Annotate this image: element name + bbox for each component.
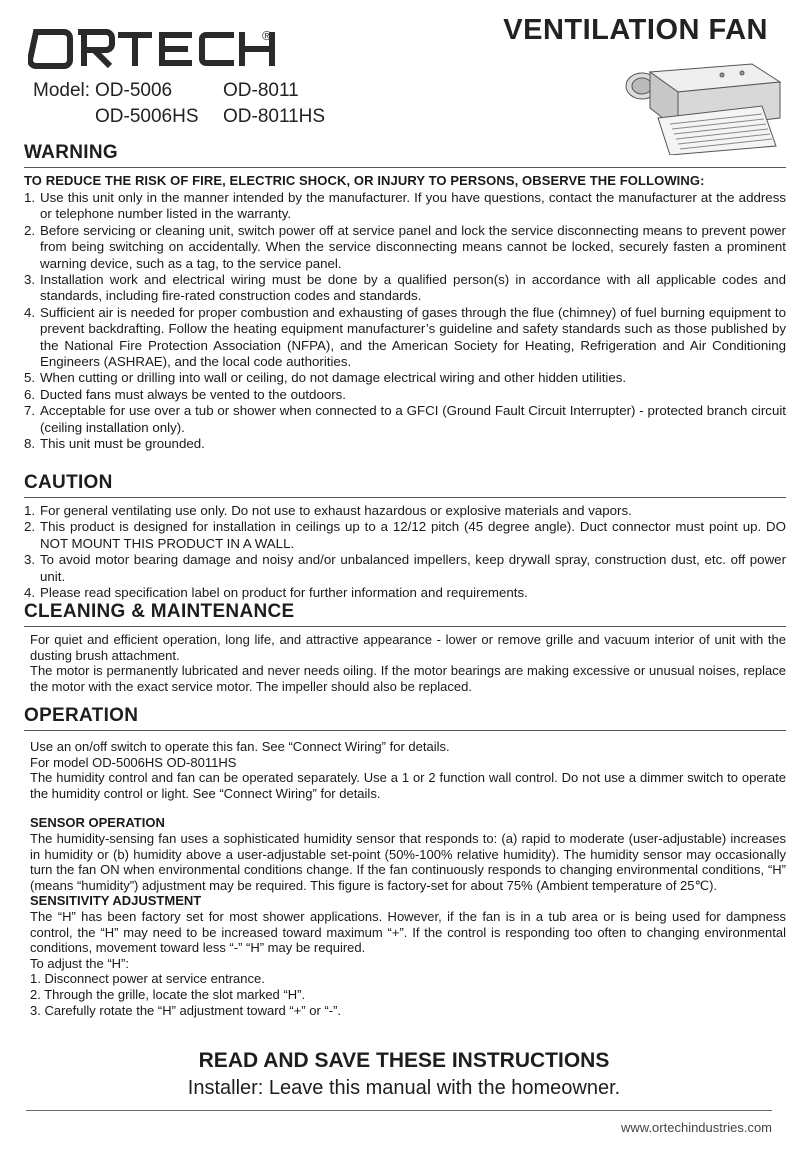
warning-item: 5. When cutting or drilling into wall or ceiling, do not damage electrical wiring and other hidden utilities. xyxy=(24,370,627,386)
sensor-operation-text: The humidity-sensing fan uses a sophisticated humidity sensor that responds to: (a) rapid to moderate (user-adjustable) increases in humidity or (b) humidity above a user-adjustable set-point (50%-100% relative humidity). The humidity sensor may occasionally turn the fan ON when environmental conditions change. If the fan continuously responds to changing environmental conditions, “H” (means “humidity”) adjustment may be required. This figure is factory-set for about 75% (Ambient temperature of 25℃). xyxy=(30,830,786,893)
ortech-logo xyxy=(28,26,278,72)
caution-heading: CAUTION xyxy=(24,472,786,498)
warning-item: 8. This unit must be grounded. xyxy=(24,436,205,452)
warning-item: 4. Sufficient air is needed for proper combustion and exhausting of gases through the flue (chimney) of fuel burning equipment to prevent backdrafting. Follow the heating equipment manufacturer’s guideline and safety standards such as those published by the National Fire Protection Association (NFPA), and the American Society for Heating, Refrigeration and Air Conditioning Engineers (ASHRAE), and the local code authorities. xyxy=(24,304,786,370)
warning-item: 2. Before servicing or cleaning unit, switch power off at service panel and lock the service disconnecting means to prevent power from being switching on accidentally. When the service disconnecting means cannot be locked, securely fasten a prominent warning device, such as a tag, to the service panel. xyxy=(24,222,786,271)
document-title: VENTILATION FAN xyxy=(503,14,768,46)
adjust-step: 1. Disconnect power at service entrance. xyxy=(30,971,265,987)
operation-paragraph-3: The humidity control and fan can be operated separately. Use a 1 or 2 function wall control. Do not use a dimmer switch to operate the humidity control or light. See “Connect Wiring” for details. xyxy=(30,770,786,801)
model-od-5006: OD-5006 xyxy=(95,80,173,101)
warning-heading: WARNING xyxy=(24,142,786,168)
sensor-operation-heading: SENSOR OPERATION xyxy=(30,815,165,831)
cleaning-paragraph-1: For quiet and efficient operation, long life, and attractive appearance - lower or remove grille and vacuum interior of unit with the dusting brush attachment. xyxy=(30,632,786,663)
warning-item: 1. Use this unit only in the manner intended by the manufacturer. If you have questions, contact the manufacturer at the address or telephone number listed in the warranty. xyxy=(24,190,786,222)
warning-item: 7. Acceptable for use over a tub or shower when connected to a GFCI (Ground Fault Circuit Interrupter) - protected branch circuit (ceiling installation only). xyxy=(24,403,786,435)
warning-list xyxy=(24,190,786,453)
warning-section xyxy=(24,142,786,453)
website-url: www.ortechindustries.com xyxy=(621,1120,772,1135)
read-and-save-notice: READ AND SAVE THESE INSTRUCTIONS xyxy=(198,1049,610,1072)
registered-mark: ® xyxy=(262,28,272,43)
warning-item: 3. Installation work and electrical wiring must be done by a qualified person(s) in accordance with all applicable codes and standards, including fire-rated construction codes and standards. xyxy=(24,272,786,304)
adjust-step: 2. Through the grille, locate the slot marked “H”. xyxy=(30,986,306,1002)
caution-item: 4. Please read specification label on product for further information and requirements. xyxy=(24,585,528,601)
caution-section xyxy=(24,472,786,601)
operation-paragraph-1: Use an on/off switch to operate this fan. See “Connect Wiring” for details. xyxy=(30,739,450,754)
warning-lead: TO REDUCE THE RISK OF FIRE, ELECTRIC SHOCK, OR INJURY TO PERSONS, OBSERVE THE FOLLOWING: xyxy=(24,173,705,188)
adjust-intro: To adjust the “H”: xyxy=(30,955,129,971)
footer-divider xyxy=(26,1110,772,1111)
sensitivity-adjustment-text: The “H” has been factory set for most shower applications. However, if the fan is in a tub area or is being used for dampness control, the “H” may need to be increased toward maximum “+”. If the control is responding too often to changing environmental conditions, movement toward less “-” “H” may be required. xyxy=(30,908,786,956)
caution-list xyxy=(24,503,786,601)
model-od-8011: OD-8011 xyxy=(223,80,299,101)
warning-item: 6. Ducted fans must always be vented to the outdoors. xyxy=(24,386,347,402)
cleaning-paragraph-2: The motor is permanently lubricated and never needs oiling. If the motor bearings are making excessive or unusual noises, replace the motor with the exact service motor. The impeller should also be replaced. xyxy=(30,663,786,694)
adjust-step: 3. Carefully rotate the “H” adjustment toward “+” or “-”. xyxy=(30,1002,342,1018)
cleaning-heading: CLEANING & MAINTENANCE xyxy=(24,601,786,627)
caution-item: 3. To avoid motor bearing damage and noisy and/or unbalanced impellers, keep drywall spray, construction dust, etc. off power unit. xyxy=(24,552,786,584)
fan-product-image xyxy=(612,60,782,155)
caution-item: 2. This product is designed for installation in ceilings up to a 12/12 pitch (45 degree angle). Duct connector must point up. DO NOT MOUNT THIS PRODUCT IN A WALL. xyxy=(24,519,786,551)
operation-heading: OPERATION xyxy=(24,705,786,731)
installer-notice: Installer: Leave this manual with the homeowner. xyxy=(187,1077,621,1099)
cleaning-section xyxy=(24,601,786,694)
operation-section xyxy=(24,705,786,1018)
sensitivity-adjustment-heading: SENSITIVITY ADJUSTMENT xyxy=(30,893,202,909)
operation-paragraph-2: For model OD-5006HS OD-8011HS xyxy=(30,754,237,770)
caution-item: 1. For general ventilating use only. Do not use to exhaust hazardous or explosive materials and vapors. xyxy=(24,503,632,518)
model-od-8011hs: OD-8011HS xyxy=(223,106,326,127)
model-label: Model: xyxy=(33,80,91,101)
model-od-5006hs: OD-5006HS xyxy=(95,106,199,127)
